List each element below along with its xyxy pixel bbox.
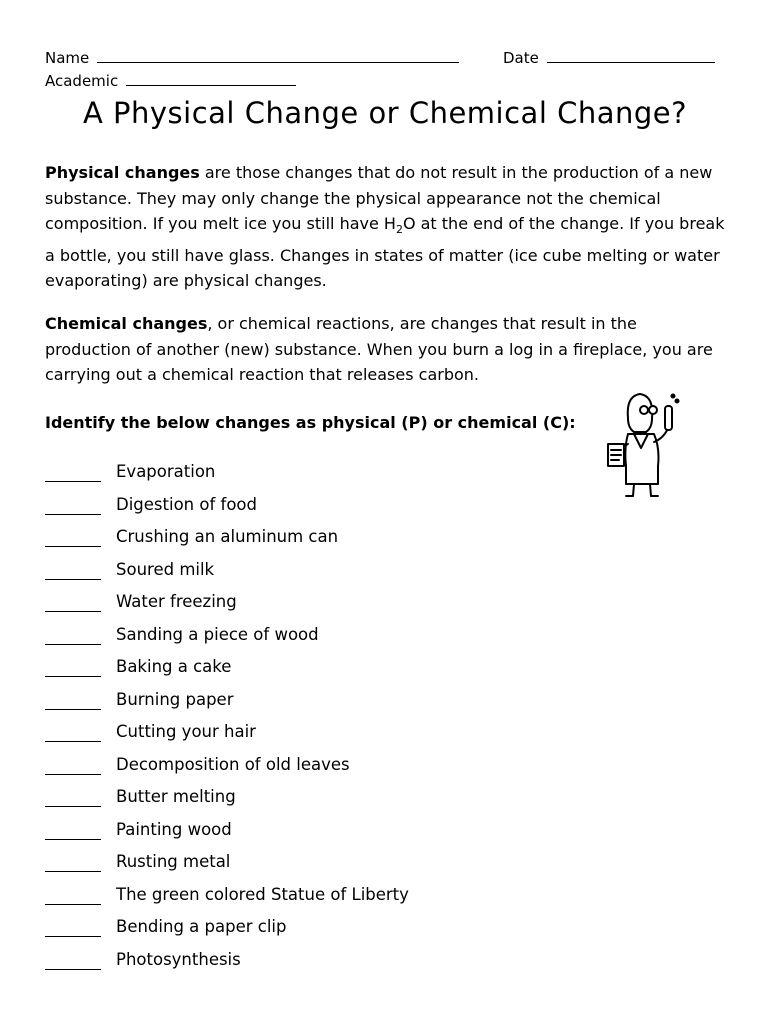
list-item (45, 592, 409, 625)
answer-blank[interactable] (45, 885, 101, 905)
answer-blank[interactable] (45, 787, 101, 807)
list-item (45, 495, 409, 528)
answer-blank[interactable] (45, 820, 101, 840)
answer-blank[interactable] (45, 657, 101, 677)
academic-label: Academic (45, 72, 119, 90)
chemical-changes-paragraph (45, 311, 725, 388)
item-label: Rusting metal (116, 852, 231, 871)
answer-blank[interactable] (45, 560, 101, 580)
item-label: Water freezing (116, 592, 237, 611)
page-title: A Physical Change or Chemical Change? (82, 96, 688, 130)
item-label: Evaporation (116, 462, 216, 481)
item-label: Bending a paper clip (116, 917, 287, 936)
name-field-row (45, 49, 459, 67)
list-item (45, 690, 409, 723)
answer-blank[interactable] (45, 917, 101, 937)
answer-blank[interactable] (45, 755, 101, 775)
item-label: Burning paper (116, 689, 234, 709)
list-item (45, 950, 409, 983)
item-label: Sanding a piece of wood (116, 624, 319, 644)
list-item (45, 852, 409, 885)
instructions: Identify the below changes as physical (P) or chemical (C): (45, 413, 576, 432)
item-label: Painting wood (116, 819, 232, 839)
item-label: Soured milk (116, 559, 215, 579)
answer-blank[interactable] (45, 722, 101, 742)
list-item (45, 625, 409, 658)
name-label: Name (45, 49, 90, 67)
date-blank[interactable] (547, 49, 715, 63)
answer-blank[interactable] (45, 495, 101, 515)
answer-blank[interactable] (45, 852, 101, 872)
academic-blank[interactable] (126, 72, 296, 86)
answer-blank[interactable] (45, 462, 101, 482)
item-label: Digestion of food (116, 494, 257, 514)
item-label: Crushing an aluminum can (116, 527, 339, 546)
list-item (45, 657, 409, 690)
academic-field-row (45, 72, 296, 90)
name-blank[interactable] (97, 49, 459, 63)
list-item (45, 755, 409, 788)
list-item (45, 917, 409, 950)
answer-blank[interactable] (45, 950, 101, 970)
item-label: Baking a cake (116, 657, 232, 676)
list-item (45, 722, 409, 755)
changes-list (45, 462, 409, 982)
answer-blank[interactable] (45, 592, 101, 612)
physical-changes-term: Physical changes (45, 163, 200, 182)
item-label: Photosynthesis (116, 949, 241, 969)
chemical-changes-term: Chemical changes (45, 314, 208, 333)
list-item (45, 560, 409, 593)
physical-text-b: O at the end of the change. If you break a bottle, you still have glass. Changes in states of matter (ice cube melting or water evaporating) are physical changes. (45, 214, 725, 291)
list-item (45, 787, 409, 820)
list-item (45, 462, 409, 495)
physical-changes-paragraph (45, 160, 725, 294)
h2o-subscript: 2 (395, 223, 403, 237)
item-label: Butter melting (116, 787, 236, 806)
list-item (45, 820, 409, 853)
physical-text-a: are those changes that do not result in the production of a new substance. They may only change the physical appearance not the chemical composition. If you melt ice you still have H (45, 163, 713, 233)
item-label: Cutting your hair (116, 722, 256, 741)
date-field-row (503, 49, 715, 67)
scientist-icon (598, 388, 690, 500)
item-label: The green colored Statue of Liberty (116, 884, 409, 904)
answer-blank[interactable] (45, 625, 101, 645)
chemical-text: , or chemical reactions, are changes that result in the production of another (new) substance. When you burn a log in a fireplace, you are carrying out a chemical reaction that releases carbon. (45, 314, 713, 384)
item-label: Decomposition of old leaves (116, 754, 350, 774)
list-item (45, 885, 409, 918)
answer-blank[interactable] (45, 690, 101, 710)
answer-blank[interactable] (45, 527, 101, 547)
date-label: Date (503, 49, 539, 67)
list-item (45, 527, 409, 560)
